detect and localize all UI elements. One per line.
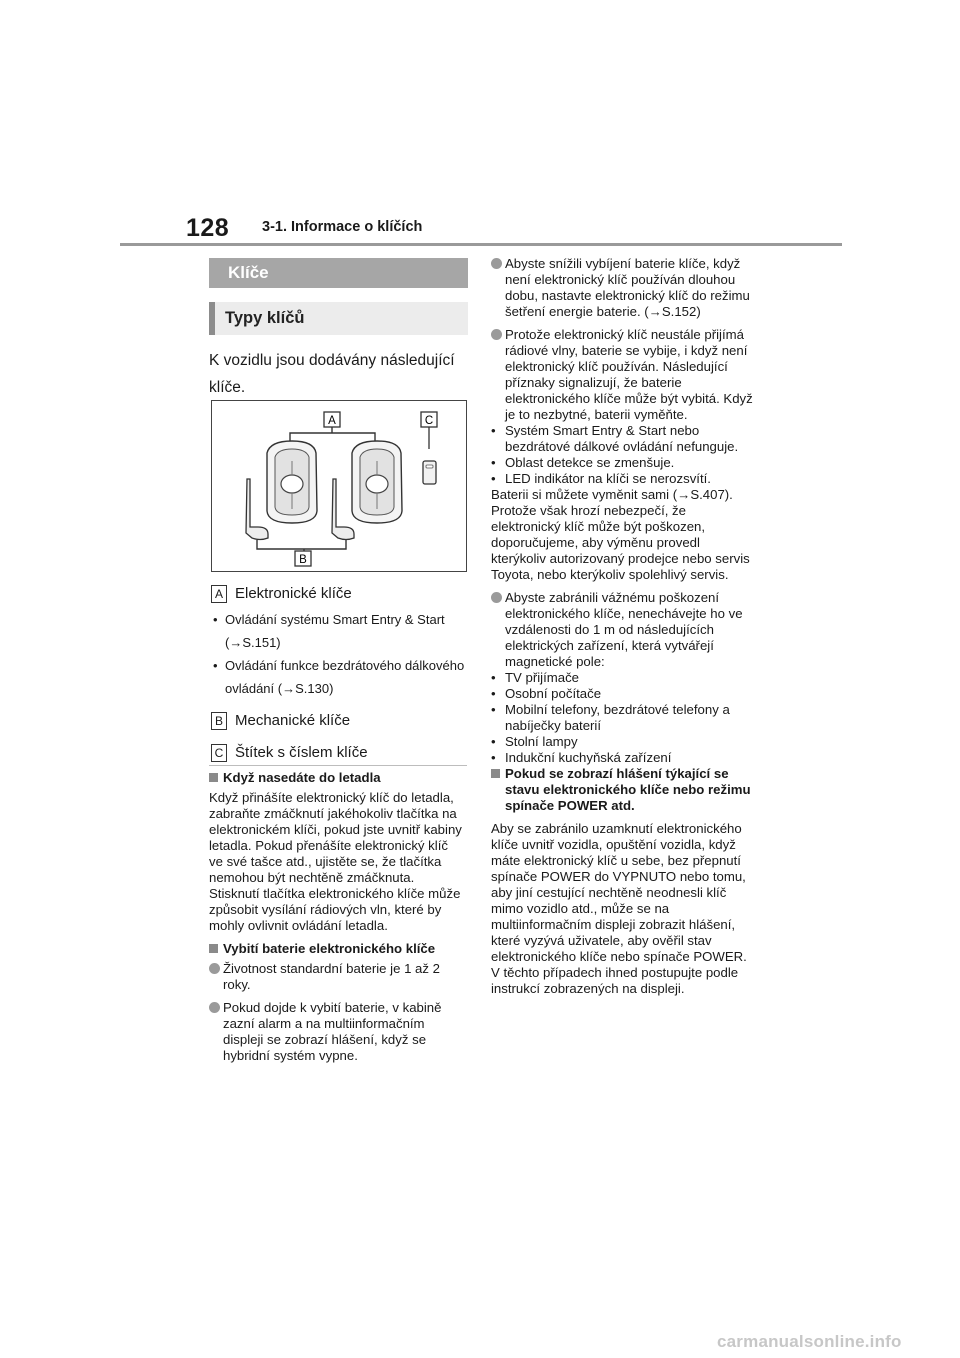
airplane-heading: Když nasedáte do letadla	[209, 770, 465, 786]
airplane-text: Když přinášíte elektronický klíč do letadla, zabraňte zmáčknutí jakéhokoliv tlačítka na elektronickém klíči, pokud jste uvnitř kabiny letadla. Pokud přenášíte elektronický klíč ve své tašce atd., ujistěte se, že tlačítka nemohou být nechtěně zmáčknuta. Stisknutí tlačítka elektronického klíče může způsobit vysílání rádiových vln, které by mohly ovlivnit ovládání letadla.	[209, 790, 462, 933]
battery-paragraph: Životnost standardní baterie je 1 až 2 roky.	[209, 961, 465, 993]
legend-a	[211, 584, 469, 604]
section-title: Klíče	[209, 258, 468, 288]
circle-bullet-icon	[491, 592, 502, 603]
callout-b: B	[299, 554, 307, 566]
battery-paragraph: Pokud dojde k vybití baterie, v kabině zazní alarm a na multiinformačním displeji se zobrazí hlášení, když se hybridní systém vypne.	[209, 1000, 465, 1064]
list-item: • Indukční kuchyňská zařízení	[491, 750, 753, 766]
device-list	[491, 670, 753, 766]
legend-b-tag: B	[211, 712, 227, 730]
intro-text: K vozidlu jsou dodávány následující klíče.	[209, 352, 455, 396]
callout-c: C	[424, 415, 434, 427]
page-number: 128	[186, 214, 230, 242]
callout-a: A	[328, 415, 336, 427]
keys-figure	[211, 400, 467, 572]
circle-bullet-icon	[491, 329, 502, 340]
square-bullet-icon	[209, 944, 218, 953]
battery-replace-text: Baterii si můžete vyměnit sami (→S.407). Protože však hrozí nebezpečí, že elektronický klíč může být poškozen, doporučujeme, aby výměnu provedl kterýkoliv autorizovaný prodejce nebo servis Toyota, nebo kterýkoliv spolehlivý servis.	[491, 487, 750, 582]
legend-b	[211, 711, 469, 731]
note-paragraph: Abyste zabránili vážnému poškození elektronického klíče, nenechávejte ho ve vzdálenosti do 1 m od následujících elektrických zařízení, která vytvářejí magnetické pole:	[491, 590, 753, 670]
keys-illustration	[212, 401, 466, 571]
legend-a-tag: A	[211, 585, 227, 603]
running-header: 3-1. Informace o klíčích	[262, 219, 423, 235]
legend-a-list	[211, 608, 469, 700]
list-item: • Osobní počítače	[491, 686, 753, 702]
list-item: • TV přijímače	[491, 670, 753, 686]
circle-bullet-icon	[209, 963, 220, 974]
left-column-notes	[209, 770, 465, 1071]
list-item: • Stolní lampy	[491, 734, 753, 750]
electronic-key-left	[267, 441, 317, 523]
legend-a-text: Elektronické klíče	[235, 585, 352, 602]
legend-c-text: Štítek s číslem klíče	[235, 744, 368, 761]
electronic-key-right	[352, 441, 402, 523]
symptom-list	[491, 423, 753, 487]
note-paragraph: Abyste snížili vybíjení baterie klíče, když není elektronický klíč používán dlouhou dobu, nastavte elektronický klíč do režimu šetření energie baterie. (→S.152)	[491, 256, 753, 320]
legend-b-text: Mechanické klíče	[235, 712, 351, 729]
legend-c-tag: C	[211, 744, 227, 762]
legend-a-item: • Ovládání systému Smart Entry & Start (→S.151)	[211, 608, 469, 654]
circle-bullet-icon	[209, 1002, 220, 1013]
battery-heading: Vybití baterie elektronického klíče	[209, 941, 465, 957]
header-rule	[120, 243, 842, 246]
right-column-notes	[491, 256, 753, 997]
message-text: Aby se zabránilo uzamknutí elektronického klíče uvnitř vozidla, opuštění vozidla, když máte elektronický klíč u sebe, bez přepnutí spínače POWER do VYPNUTO nebo tomu, aby jiní cestující nechtěně neodnesli klíč mimo vozidlo atd., může se na multiinformačním displeji zobrazit hlášení, které vyzývá uživatele, aby ověřil stav elektronického klíče nebo spínače POWER. V těchto případech ihned postupujte podle instrukcí zobrazených na displeji.	[491, 821, 747, 996]
square-bullet-icon	[491, 769, 500, 778]
list-item: • LED indikátor na klíči se nerozsvítí.	[491, 471, 753, 487]
mechanical-key-left	[246, 479, 268, 540]
divider	[209, 765, 467, 766]
message-heading: Pokud se zobrazí hlášení týkající se stavu elektronického klíče nebo režimu spínače POWER atd.	[491, 766, 753, 814]
watermark: carmanualsonline.info	[717, 1332, 902, 1351]
list-item: • Systém Smart Entry & Start nebo bezdrátové dálkové ovládání nefunguje.	[491, 423, 753, 455]
subsection-title: Typy klíčů	[209, 302, 468, 335]
square-bullet-icon	[209, 773, 218, 782]
legend-a-item: • Ovládání funkce bezdrátového dálkového ovládání (→S.130)	[211, 654, 469, 700]
note-paragraph: Protože elektronický klíč neustále přijímá rádiové vlny, baterie se vybije, i když není elektronický klíč používán. Následující příznaky signalizují, že baterie elektronického klíče může být vybitá. Když je to nezbytné, baterii vyměňte.	[491, 327, 753, 423]
key-number-plate	[423, 461, 436, 484]
legend-c	[211, 743, 469, 763]
list-item: • Oblast detekce se zmenšuje.	[491, 455, 753, 471]
mechanical-key-right	[332, 479, 354, 540]
figure-legend	[211, 584, 469, 763]
circle-bullet-icon	[491, 258, 502, 269]
list-item: • Mobilní telefony, bezdrátové telefony a nabíječky baterií	[491, 702, 753, 734]
